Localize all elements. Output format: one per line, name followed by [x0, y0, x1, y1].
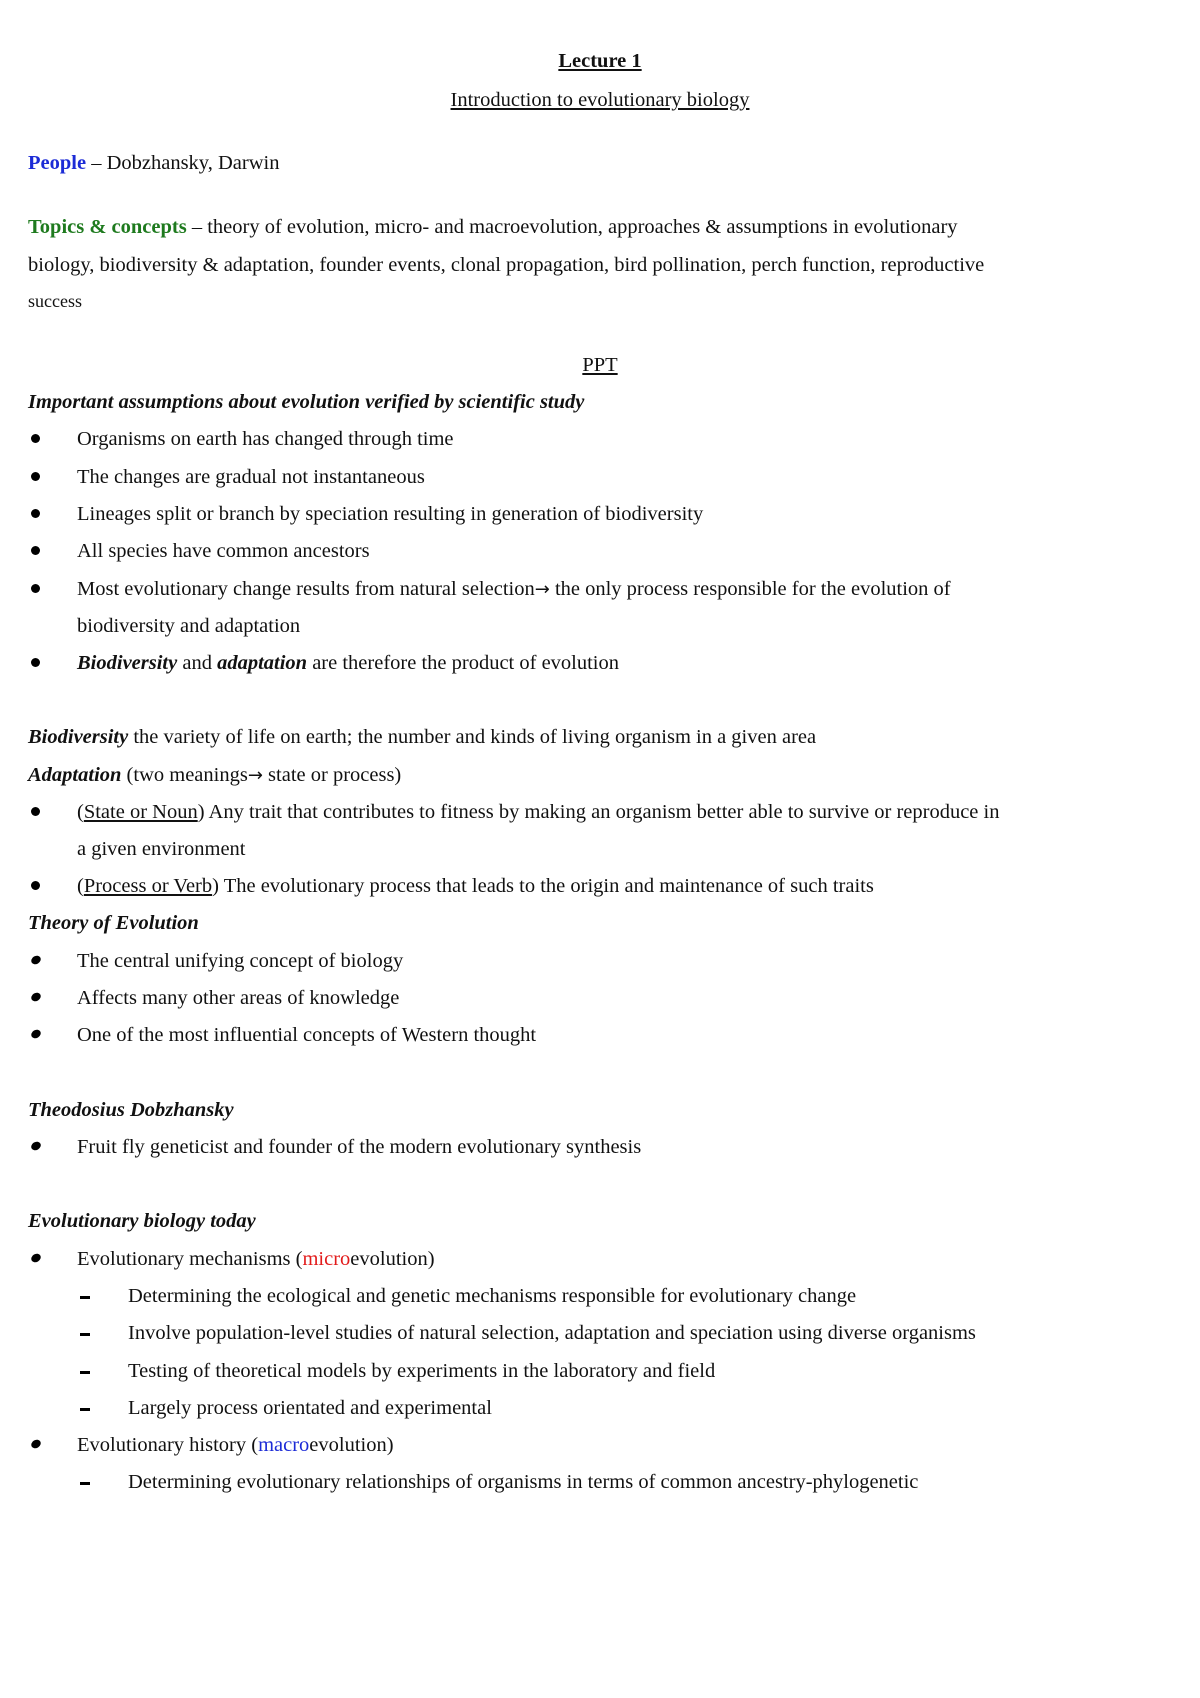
- right-arrow-icon: →: [247, 765, 263, 786]
- biodiversity-definition: [28, 726, 816, 749]
- assumption-item-5: [77, 578, 951, 601]
- assumptions-title: Important assumptions about evolution verified by scientific study: [28, 391, 585, 413]
- adaptation-def-b: state or process): [262, 764, 402, 786]
- macro-text-b: evolution): [309, 1434, 394, 1456]
- process-verb-label: Process or Verb: [83, 875, 213, 897]
- today-title: Evolutionary biology today: [28, 1210, 256, 1232]
- adaptation-definition: [28, 764, 401, 787]
- micro-text-b: evolution): [350, 1248, 435, 1270]
- state-noun-text: ) Any trait that contributes to fitness by making an organism better able to survive or reproduce in: [197, 801, 1000, 823]
- bullet-icon: [30, 1028, 43, 1040]
- dash-icon: [80, 1482, 90, 1485]
- people-line: [28, 152, 279, 175]
- macro-text-a: Evolutionary history (: [77, 1434, 259, 1456]
- assumption-6-rest: are therefore the product of evolution: [307, 652, 620, 674]
- biodiversity-term: Biodiversity: [28, 726, 129, 748]
- theory-title: Theory of Evolution: [28, 912, 199, 934]
- bullet-icon: [31, 434, 40, 443]
- micro-subitem: Involve population-level studies of natural selection, adaptation and speciation using diverse organisms: [128, 1322, 976, 1344]
- bullet-icon: [30, 991, 43, 1003]
- state-noun-label: State or Noun: [83, 801, 198, 823]
- state-noun-item: [77, 801, 999, 824]
- micro-subitem: Largely process orientated and experimental: [128, 1397, 492, 1419]
- micro-item: [77, 1248, 435, 1271]
- theory-item: The central unifying concept of biology: [77, 950, 404, 972]
- bullet-icon: [31, 658, 40, 667]
- assumption-5-text-b: the only process responsible for the evolution of: [549, 578, 951, 600]
- assumption-item: All species have common ancestors: [77, 540, 370, 562]
- lecture-title: Lecture 1: [558, 50, 642, 72]
- bullet-icon: [31, 472, 40, 481]
- bullet-icon: [31, 584, 40, 593]
- assumption-6-and: and: [177, 652, 218, 674]
- bullet-icon: [30, 1140, 43, 1152]
- bullet-icon: [31, 509, 40, 518]
- biodiversity-def: the variety of life on earth; the number and kinds of living organism in a given area: [128, 726, 817, 748]
- people-label: People: [28, 152, 87, 174]
- assumption-item: The changes are gradual not instantaneous: [77, 466, 425, 488]
- dash-icon: [80, 1371, 90, 1374]
- topics-text-1: – theory of evolution, micro- and macroevolution, approaches & assumptions in evolutionary: [186, 216, 958, 238]
- dash-icon: [80, 1296, 90, 1299]
- lecture-subtitle: Introduction to evolutionary biology: [450, 89, 750, 111]
- adaptation-def-a: (two meanings: [121, 764, 248, 786]
- process-verb-item: [77, 875, 874, 898]
- topics-line-3: success: [28, 291, 82, 311]
- macro-item: [77, 1434, 394, 1457]
- dobzhansky-item: Fruit fly geneticist and founder of the modern evolutionary synthesis: [77, 1136, 642, 1158]
- topics-line-1: [28, 216, 958, 239]
- micro-subitem: Determining the ecological and genetic mechanisms responsible for evolutionary change: [128, 1285, 857, 1307]
- state-noun-continuation: a given environment: [77, 838, 246, 860]
- micro-subitem: Testing of theoretical models by experiments in the laboratory and field: [128, 1360, 716, 1382]
- theory-item: One of the most influential concepts of Western thought: [77, 1024, 537, 1046]
- assumption-item: Lineages split or branch by speciation resulting in generation of biodiversity: [77, 503, 704, 525]
- bullet-icon: [30, 954, 43, 966]
- macro-subitem: Determining evolutionary relationships of organisms in terms of common ancestry-phylogenetic: [128, 1471, 919, 1493]
- process-open-paren: (: [77, 875, 84, 897]
- dash-icon: [80, 1333, 90, 1336]
- term-biodiversity: Biodiversity: [77, 652, 178, 674]
- bullet-icon: [30, 1438, 43, 1450]
- dobzhansky-title: Theodosius Dobzhansky: [28, 1099, 234, 1121]
- adaptation-term: Adaptation: [28, 764, 122, 786]
- bullet-icon: [31, 881, 40, 890]
- micro-colored: micro: [302, 1248, 351, 1270]
- dash-icon: [80, 1408, 90, 1411]
- state-open-paren: (: [77, 801, 84, 823]
- bullet-icon: [31, 807, 40, 816]
- people-text: – Dobzhansky, Darwin: [86, 152, 280, 174]
- assumption-item-6: [77, 652, 619, 675]
- topics-line-2: biology, biodiversity & adaptation, founder events, clonal propagation, bird pollination, perch function, reproductive: [28, 254, 985, 276]
- bullet-icon: [30, 1252, 43, 1264]
- topics-label: Topics & concepts: [28, 216, 187, 238]
- micro-text-a: Evolutionary mechanisms (: [77, 1248, 303, 1270]
- bullet-icon: [31, 546, 40, 555]
- assumption-5-text-a: Most evolutionary change results from natural selection: [77, 578, 535, 600]
- assumption-item: Organisms on earth has changed through time: [77, 428, 454, 450]
- ppt-heading: PPT: [582, 354, 618, 376]
- right-arrow-icon: →: [534, 579, 550, 600]
- assumption-5-continuation: biodiversity and adaptation: [77, 615, 301, 637]
- theory-item: Affects many other areas of knowledge: [77, 987, 400, 1009]
- process-verb-text: ) The evolutionary process that leads to the origin and maintenance of such traits: [212, 875, 874, 897]
- macro-colored: macro: [258, 1434, 310, 1456]
- term-adaptation: adaptation: [217, 652, 308, 674]
